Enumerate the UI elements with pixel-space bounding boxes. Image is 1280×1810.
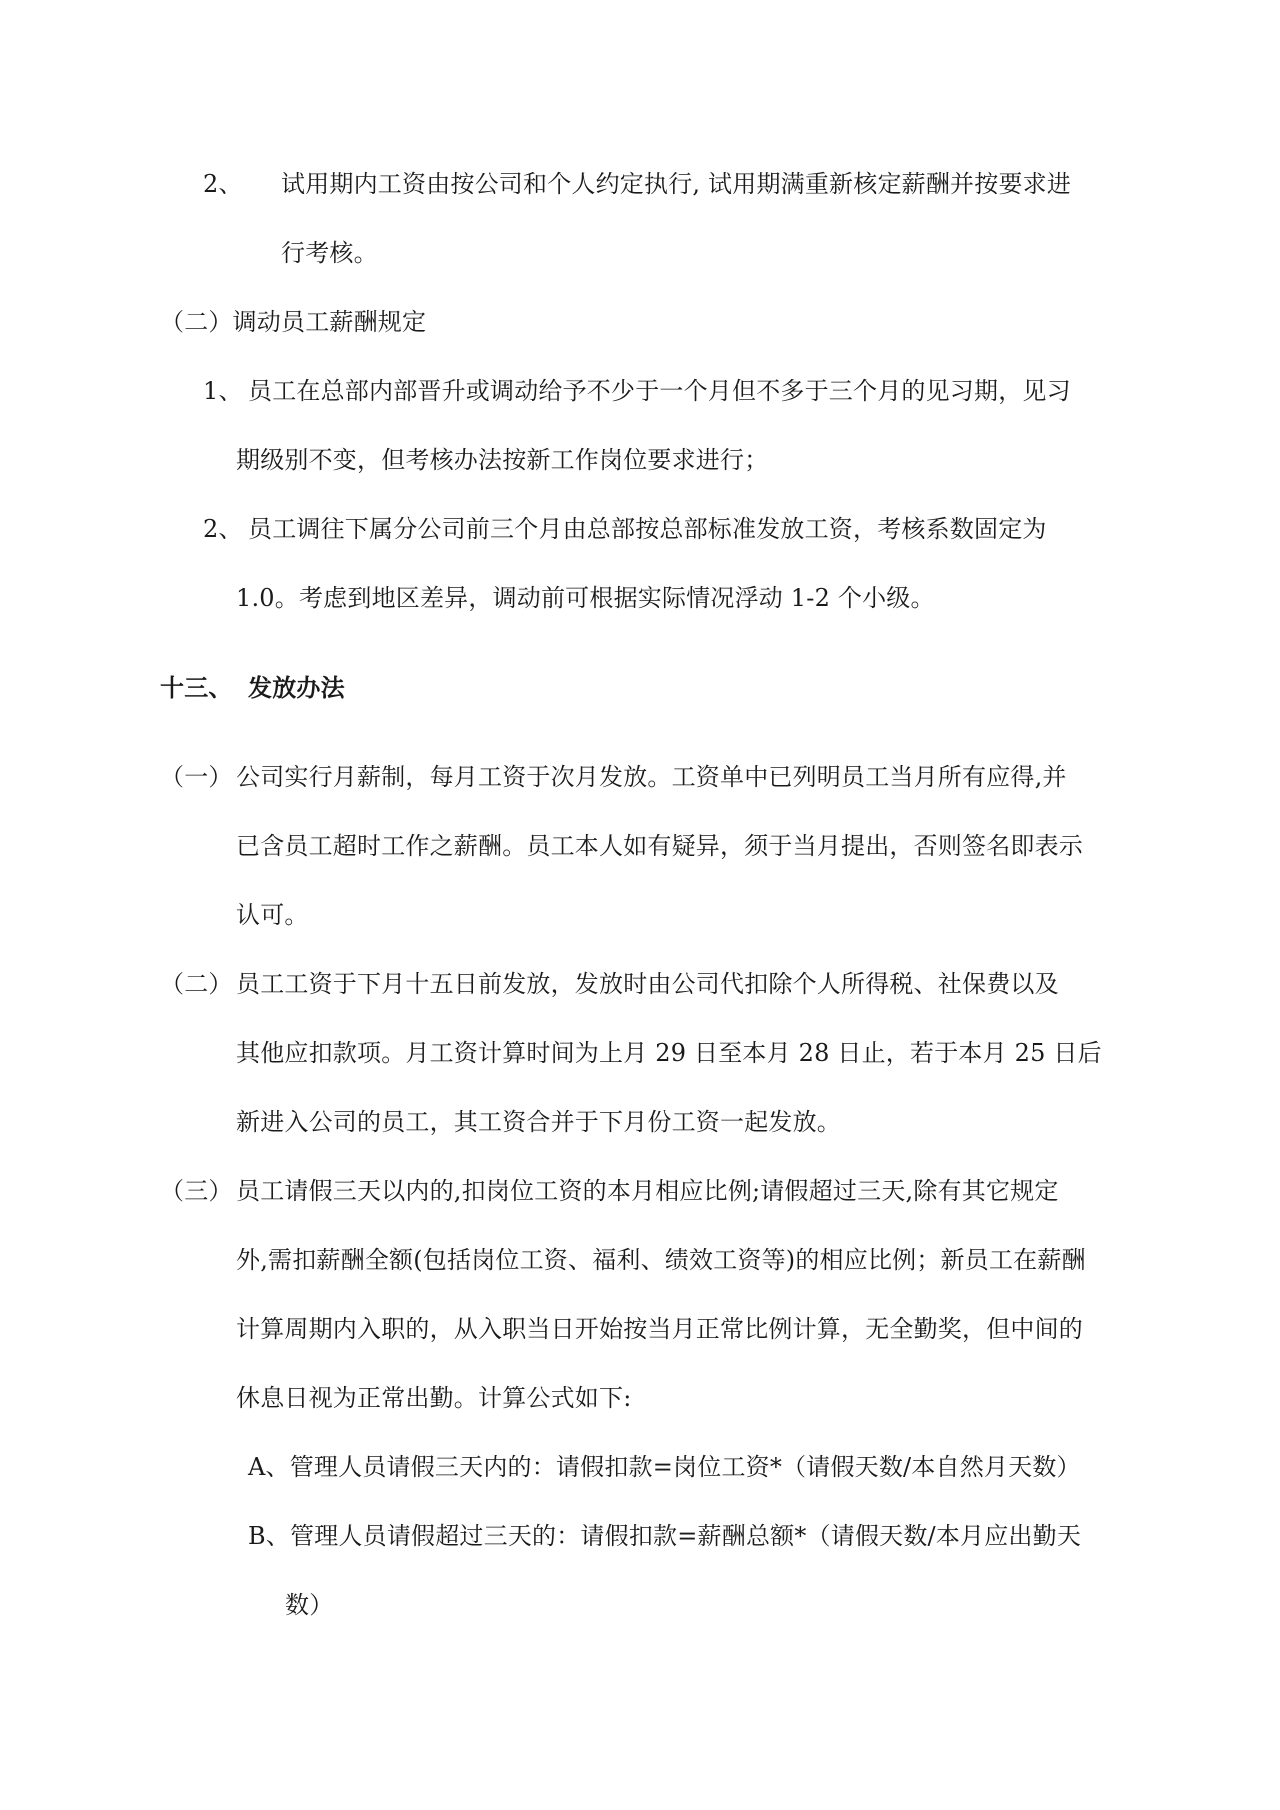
paragraph-line: 员工请假三天以内的,扣岗位工资的本月相应比例;请假超过三天,除有其它规定 <box>236 1177 1059 1205</box>
formula-line: B、管理人员请假超过三天的：请假扣款=薪酬总额*（请假天数/本月应出勤天 <box>248 1522 1082 1550</box>
paragraph-line: 已含员工超时工作之薪酬。员工本人如有疑异，须于当月提出，否则签名即表示 <box>236 832 1083 860</box>
paragraph-line: 员工在总部内部晋升或调动给予不少于一个月但不多于三个月的见习期，见习 <box>248 377 1071 405</box>
paragraph-number: （一） <box>160 763 233 791</box>
item-number: 2、 <box>203 515 243 543</box>
item-number: 2、 <box>203 170 243 198</box>
paragraph-line: 计算周期内入职的，从入职当日开始按当月正常比例计算，无全勤奖，但中间的 <box>236 1315 1083 1343</box>
paragraph-line: 试用期内工资由按公司和个人约定执行, 试用期满重新核定薪酬并按要求进 <box>281 170 1072 198</box>
paragraph-number: （三） <box>160 1177 233 1205</box>
paragraph-line: 1.0。考虑到地区差异，调动前可根据实际情况浮动 1-2 个小级。 <box>236 584 935 612</box>
section-subheading: （二）调动员工薪酬规定 <box>160 308 427 336</box>
paragraph-line: 员工调往下属分公司前三个月由总部按总部标准发放工资，考核系数固定为 <box>248 515 1047 543</box>
paragraph-line: 休息日视为正常出勤。计算公式如下: <box>236 1384 632 1412</box>
item-number: 1、 <box>203 377 243 405</box>
paragraph-line: 期级别不变，但考核办法按新工作岗位要求进行； <box>236 446 769 474</box>
paragraph-line: 其他应扣款项。月工资计算时间为上月 29 日至本月 28 日止，若于本月 25 日后 <box>236 1039 1102 1067</box>
formula-line: 数） <box>285 1591 334 1619</box>
paragraph-line: 认可。 <box>236 901 309 929</box>
paragraph-line: 行考核。 <box>281 239 378 267</box>
formula-line: A、管理人员请假三天内的：请假扣款=岗位工资*（请假天数/本自然月天数） <box>248 1453 1081 1481</box>
paragraph-line: 公司实行月薪制，每月工资于次月发放。工资单中已列明员工当月所有应得,并 <box>236 763 1067 791</box>
paragraph-line: 员工工资于下月十五日前发放，发放时由公司代扣除个人所得税、社保费以及 <box>236 970 1059 998</box>
paragraph-line: 外,需扣薪酬全额(包括岗位工资、福利、绩效工资等)的相应比例；新员工在薪酬 <box>236 1246 1086 1274</box>
paragraph-number: （二） <box>160 970 233 998</box>
section-number: 十三、 <box>160 673 233 702</box>
paragraph-line: 新进入公司的员工，其工资合并于下月份工资一起发放。 <box>236 1108 841 1136</box>
section-heading: 发放办法 <box>248 673 345 702</box>
